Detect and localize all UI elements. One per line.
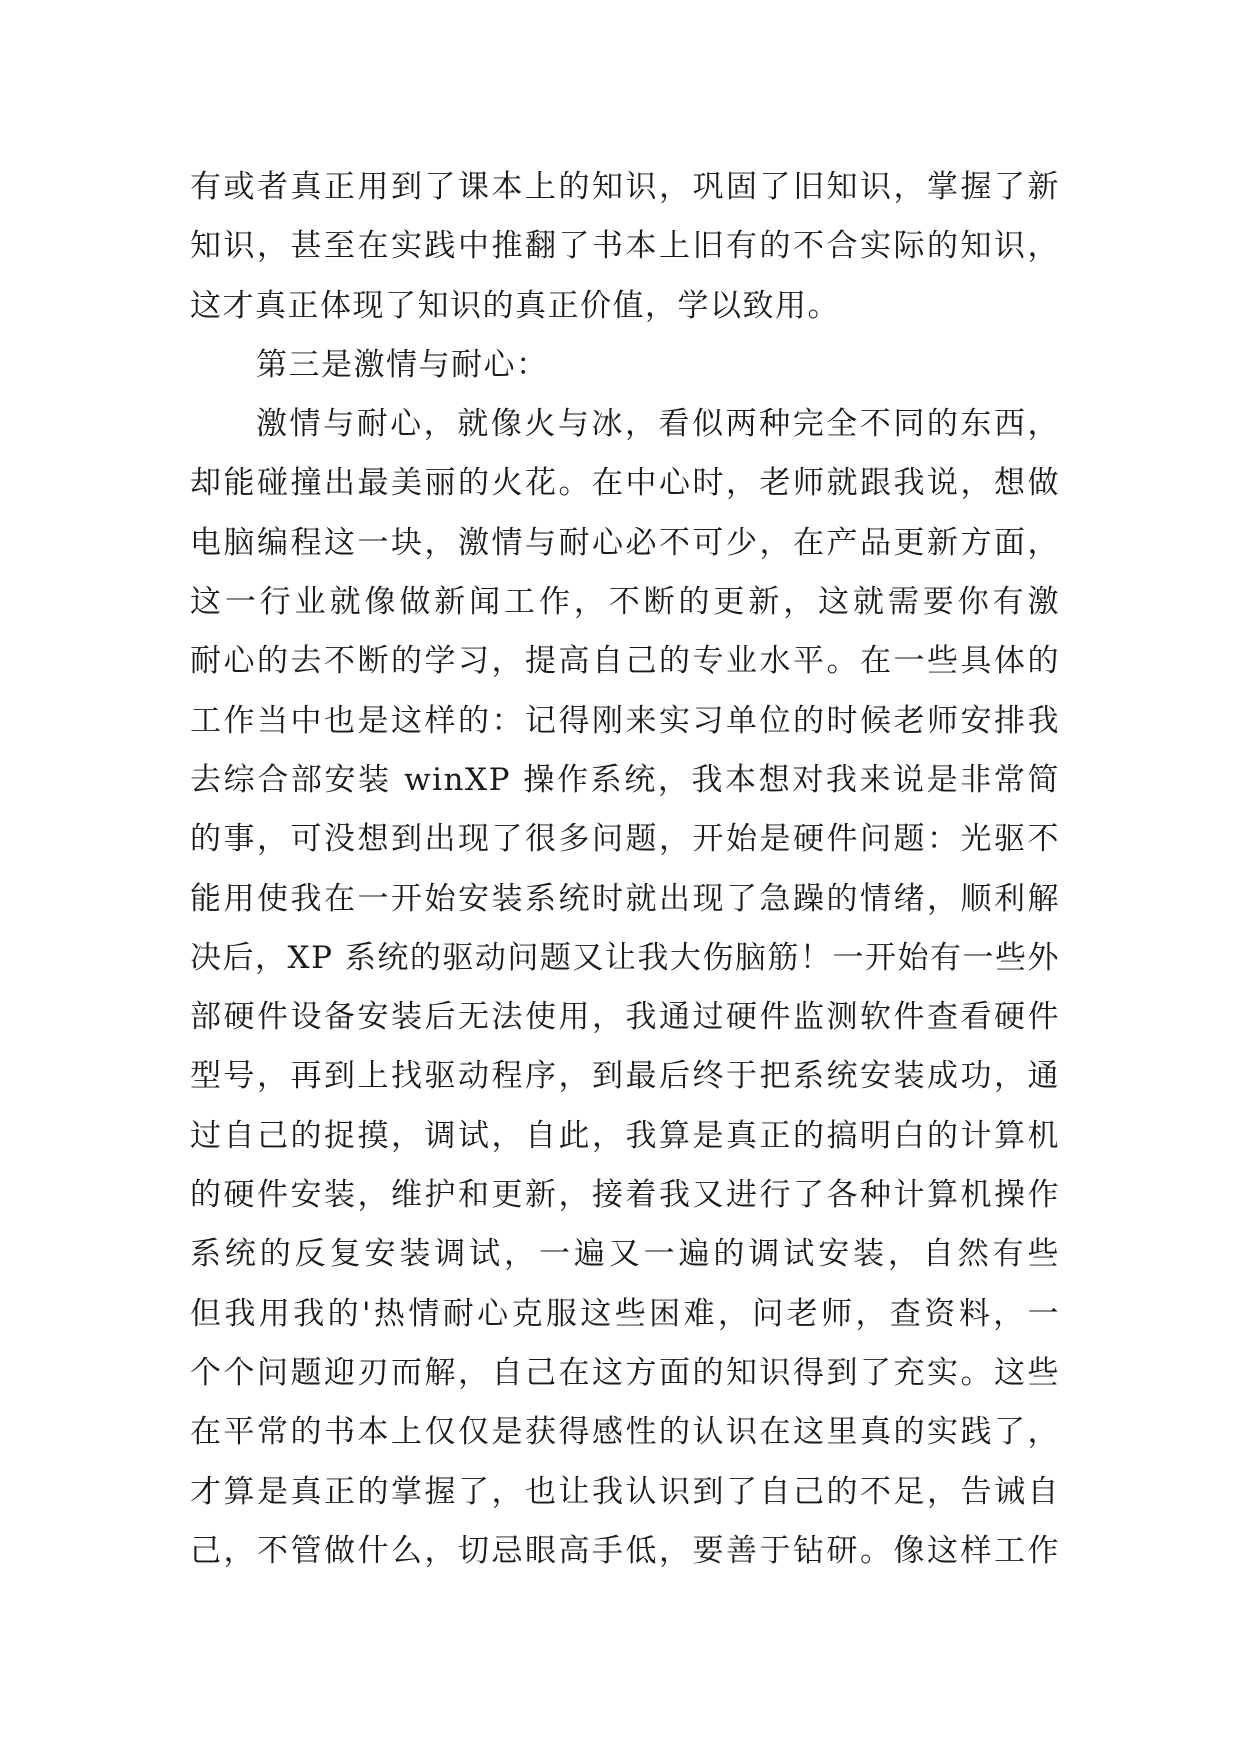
text-line: 这一行业就像做新闻工作，不断的更新，这就需要你有激 (190, 584, 1060, 621)
text-line: 型号，再到上找驱动程序，到最后终于把系统安装成功，通 (190, 1058, 1060, 1095)
text-line: 才算是真正的掌握了，也让我认识到了自己的不足，告诫自 (190, 1473, 1060, 1510)
text-line: 工作当中也是这样的：记得刚来实习单位的时候老师安排我 (190, 702, 1060, 739)
text-line: 这才真正体现了知识的真正价值，学以致用。 (190, 287, 840, 324)
text-line: 却能碰撞出最美丽的火花。在中心时，老师就跟我说，想做 (190, 465, 1060, 502)
text-line: 能用使我在一开始安装系统时就出现了急躁的情绪，顺利解 (190, 880, 1060, 917)
text-line: 但我用我的'热情耐心克服这些困难，问老师，查资料，一 (190, 1295, 1060, 1332)
text-line: 激情与耐心，就像火与冰，看似两种完全不同的东西， (256, 406, 1060, 443)
text-line: 部硬件设备安装后无法使用，我通过硬件监测软件查看硬件 (190, 999, 1060, 1036)
section-heading: 第三是激情与耐心： (256, 346, 549, 383)
text-line: 电脑编程这一块，激情与耐心必不可少，在产品更新方面， (190, 524, 1060, 561)
text-line: 个个问题迎刃而解，自己在这方面的知识得到了充实。这些 (190, 1354, 1060, 1391)
text-line: 过自己的捉摸，调试，自此，我算是真正的搞明白的计算机 (190, 1117, 1060, 1154)
text-line: 知识，甚至在实践中推翻了书本上旧有的不合实际的知识， (190, 228, 1060, 265)
text-line: 决后，XP 系统的驱动问题又让我大伤脑筋！一开始有一些外 (190, 939, 1060, 976)
text-line: 己，不管做什么，切忌眼高手低，要善于钻研。像这样工作 (190, 1532, 1060, 1569)
text-line: 系统的反复安装调试，一遍又一遍的调试安装，自然有些 (190, 1236, 1060, 1273)
text-line: 的事，可没想到出现了很多问题，开始是硬件问题：光驱不 (190, 821, 1060, 858)
text-line: 去综合部安装 winXP 操作系统，我本想对我来说是非常简 (190, 761, 1060, 798)
text-line: 在平常的书本上仅仅是获得感性的认识在这里真的实践了， (190, 1414, 1060, 1451)
text-line: 耐心的去不断的学习，提高自己的专业水平。在一些具体的 (190, 643, 1060, 680)
text-line: 有或者真正用到了课本上的知识，巩固了旧知识，掌握了新 (190, 169, 1060, 205)
text-line: 的硬件安装，维护和更新，接着我又进行了各种计算机操作 (190, 1177, 1060, 1214)
body-text (190, 158, 1060, 1581)
